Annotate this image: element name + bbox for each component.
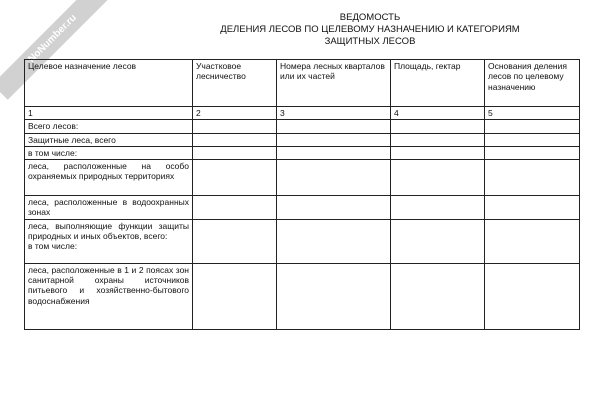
table-cell[interactable] — [391, 196, 485, 220]
table-cell[interactable] — [193, 146, 277, 159]
row-label-sub: в том числе: — [28, 241, 78, 252]
table-cell[interactable] — [485, 196, 580, 220]
table-cell[interactable] — [485, 219, 580, 263]
title-line-2: ДЕЛЕНИЯ ЛЕСОВ ПО ЦЕЛЕВОМУ НАЗНАЧЕНИЮ И КАТЕГОРИЯМ — [220, 24, 520, 35]
row-label — [25, 219, 193, 263]
table-cell[interactable] — [391, 263, 485, 329]
row-label: леса, расположенные на особо охраняемых природных территориях — [25, 160, 193, 196]
column-number: 1 — [25, 107, 193, 120]
table-cell[interactable] — [193, 160, 277, 196]
row-label: леса, расположенные в 1 и 2 поясах зон санитарной охраны источников питьевого и хозяйственно-бытового водоснабжения — [25, 263, 193, 329]
table-cell[interactable] — [485, 120, 580, 133]
column-number: 2 — [193, 107, 277, 120]
row-label-main: леса, выполняющие функции защиты природных и иных объектов, всего: — [28, 220, 189, 242]
table-cell[interactable] — [485, 133, 580, 146]
column-number: 4 — [391, 107, 485, 120]
table-row — [25, 120, 580, 133]
header-purpose: Целевое назначение лесов — [25, 60, 193, 107]
header-basis: Основания деления лесов по целевому назначению — [485, 60, 580, 107]
table-cell[interactable] — [391, 146, 485, 159]
table-cell[interactable] — [193, 219, 277, 263]
table-cell[interactable] — [277, 219, 391, 263]
table-cell[interactable] — [391, 120, 485, 133]
table-row — [25, 146, 580, 159]
column-number: 5 — [485, 107, 580, 120]
table-cell[interactable] — [193, 263, 277, 329]
header-quarters: Номера лесных кварталов или их частей — [277, 60, 391, 107]
column-number-row — [25, 107, 580, 120]
table-row — [25, 263, 580, 329]
table-row — [25, 196, 580, 220]
table-cell[interactable] — [193, 120, 277, 133]
document-title — [190, 12, 550, 48]
column-number: 3 — [277, 107, 391, 120]
row-label: леса, расположенные в водоохранных зонах — [25, 196, 193, 220]
table-cell[interactable] — [277, 263, 391, 329]
table-row — [25, 219, 580, 263]
table-cell[interactable] — [277, 133, 391, 146]
vedomost-table — [24, 59, 580, 330]
table-cell[interactable] — [277, 160, 391, 196]
table-row — [25, 133, 580, 146]
table-row — [25, 160, 580, 196]
table-cell[interactable] — [193, 196, 277, 220]
table-cell[interactable] — [277, 146, 391, 159]
title-line-1: ВЕДОМОСТЬ — [339, 12, 401, 23]
table-cell[interactable] — [485, 146, 580, 159]
table-cell[interactable] — [193, 133, 277, 146]
header-area: Площадь, гектар — [391, 60, 485, 107]
row-label: в том числе: — [25, 146, 193, 159]
table-cell[interactable] — [485, 160, 580, 196]
table-cell[interactable] — [277, 120, 391, 133]
table-cell[interactable] — [391, 133, 485, 146]
header-row — [25, 60, 580, 107]
row-label: Всего лесов: — [25, 120, 193, 133]
table-cell[interactable] — [277, 196, 391, 220]
table-cell[interactable] — [391, 160, 485, 196]
row-label: Защитные леса, всего — [25, 133, 193, 146]
title-line-3: ЗАЩИТНЫХ ЛЕСОВ — [324, 36, 416, 47]
watermark: NoNumber.ru — [0, 0, 114, 100]
table-cell[interactable] — [391, 219, 485, 263]
header-forestry: Участковое лесничество — [193, 60, 277, 107]
table-cell[interactable] — [485, 263, 580, 329]
